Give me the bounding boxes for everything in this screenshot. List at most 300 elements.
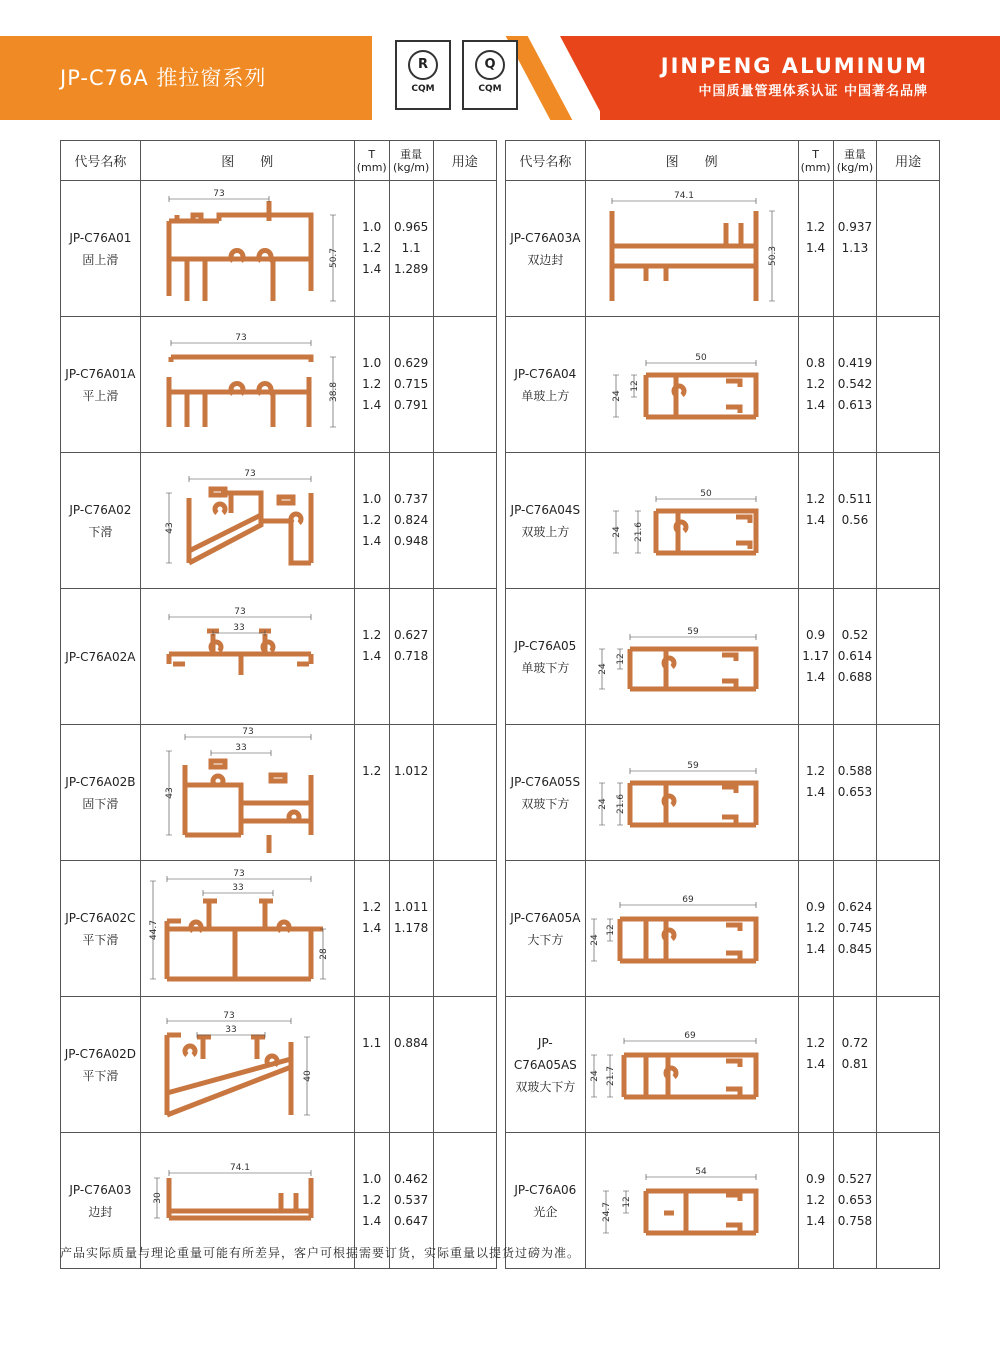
weight-cell <box>833 181 877 317</box>
dimension-line <box>612 375 622 417</box>
thickness-cell <box>798 181 833 317</box>
profile-name: 边封 <box>88 1204 113 1219</box>
dimension-line <box>616 783 626 825</box>
profile-drawing <box>586 589 798 721</box>
thickness-value: 1.4 <box>806 398 826 412</box>
thickness-cell <box>798 317 833 453</box>
weight-cell <box>389 725 433 861</box>
profile-code: JP-C76A02B <box>65 774 136 789</box>
col-usage-header: 用途 <box>433 141 496 181</box>
dimension-line <box>602 1191 612 1233</box>
dimension-label: 24 <box>589 934 600 946</box>
weight-value: 0.824 <box>393 513 429 527</box>
dimension-label: 24 <box>597 663 608 675</box>
usage-cell <box>877 725 940 861</box>
thickness-cell <box>354 997 389 1133</box>
weight-value: 0.624 <box>837 900 873 914</box>
dimension-label: 12 <box>629 380 640 392</box>
profile-row <box>506 725 940 861</box>
thickness-cell <box>798 725 833 861</box>
weight-value: 0.542 <box>837 377 873 391</box>
dimension-label: 73 <box>235 333 247 343</box>
dimension-line <box>211 743 271 756</box>
header-band-red-slant <box>560 36 1000 120</box>
profile-figure-cell <box>140 725 354 861</box>
usage-cell <box>877 181 940 317</box>
profile-row <box>61 725 497 861</box>
dimension-line <box>768 211 778 301</box>
dimension-line <box>598 649 608 689</box>
profile-drawing <box>586 1133 798 1265</box>
weight-value: 0.791 <box>393 398 429 412</box>
profile-code-cell <box>506 181 586 317</box>
dimension-label: 44.7 <box>149 919 160 941</box>
dimension-label: 73 <box>244 469 256 479</box>
weight-value: 0.948 <box>393 534 429 548</box>
profile-row <box>506 317 940 453</box>
dimension-label: 54 <box>694 1167 707 1177</box>
usage-cell <box>433 181 496 317</box>
dimension-label: 21.6 <box>615 793 626 815</box>
thickness-value: 1.2 <box>362 764 382 778</box>
dimension-label: 33 <box>225 1025 237 1035</box>
col-thickness-header: T (mm) <box>354 141 389 181</box>
profile-drawing <box>141 725 353 857</box>
thickness-value: 1.2 <box>362 241 382 255</box>
usage-cell <box>433 317 496 453</box>
dimension-label: 24 <box>597 798 608 810</box>
profile-figure-cell <box>140 317 354 453</box>
dimension-line <box>612 511 622 553</box>
profile-code-cell <box>61 997 141 1133</box>
thickness-value: 1.2 <box>806 764 826 778</box>
profile-figure-cell <box>585 997 798 1133</box>
profile-table-right <box>505 140 940 1269</box>
profile-code-cell <box>61 725 141 861</box>
weight-value: 0.629 <box>393 356 429 370</box>
table-header-row <box>506 141 940 181</box>
weight-cell <box>389 181 433 317</box>
profile-figure-cell <box>585 453 798 589</box>
brand-subtitle: 中国质量管理体系认证 中国著名品牌 <box>698 84 928 99</box>
profile-name: 固上滑 <box>82 252 119 267</box>
brand-name: JINPENG ALUMINUM <box>660 54 928 78</box>
thickness-value: 1.2 <box>362 900 382 914</box>
weight-value: 0.72 <box>841 1036 869 1050</box>
thickness-value: 0.9 <box>806 1172 826 1186</box>
weight-value: 0.614 <box>837 649 873 663</box>
dimension-line <box>169 1163 311 1176</box>
profile-code: JP-C76A02C <box>65 910 136 925</box>
profile-code-cell <box>506 317 586 453</box>
profile-code-cell <box>61 589 141 725</box>
cqm-q-logo <box>462 40 518 110</box>
profile-code: JP-C76A05AS <box>513 1035 577 1072</box>
profile-code: JP-C76A02D <box>64 1046 136 1061</box>
dimension-label: 38.8 <box>329 381 340 403</box>
dimension-label: 50 <box>699 489 712 499</box>
dimension-line <box>634 511 644 553</box>
dimension-line <box>630 627 756 640</box>
profile-row <box>61 997 497 1133</box>
usage-cell <box>877 1133 940 1269</box>
usage-cell <box>433 725 496 861</box>
dimension-line <box>303 1037 313 1115</box>
profile-name: 光企 <box>533 1204 558 1219</box>
usage-cell <box>877 453 940 589</box>
dimension-label: 24 <box>589 1070 600 1082</box>
weight-cell <box>833 861 877 997</box>
dimension-line <box>590 1055 600 1097</box>
thickness-value: 1.0 <box>362 1172 382 1186</box>
profile-name: 双玻下方 <box>521 796 570 811</box>
weight-value: 0.588 <box>837 764 873 778</box>
thickness-cell <box>354 861 389 997</box>
dimension-line <box>590 919 600 961</box>
profile-code-cell <box>506 725 586 861</box>
dimension-label: 21.6 <box>633 521 644 543</box>
dimension-line <box>165 751 175 835</box>
weight-value: 0.56 <box>841 513 869 527</box>
profile-drawing <box>586 453 798 585</box>
weight-value: 0.718 <box>393 649 429 663</box>
profile-code: JP-C76A05A <box>510 910 581 925</box>
dimension-label: 74.1 <box>230 1163 251 1173</box>
dimension-line <box>189 469 311 482</box>
profile-code: JP-C76A03 <box>69 1182 132 1197</box>
weight-value: 1.012 <box>393 764 429 778</box>
weight-value: 0.527 <box>837 1172 873 1186</box>
thickness-value: 1.4 <box>806 942 826 956</box>
thickness-value: 1.2 <box>806 492 826 506</box>
profile-drawing <box>141 453 353 585</box>
dimension-label: 50.7 <box>329 247 340 269</box>
profile-figure-cell <box>585 1133 798 1269</box>
profile-code-cell <box>61 317 141 453</box>
profile-code: JP-C76A05 <box>514 638 577 653</box>
profile-code: JP-C76A04S <box>510 502 581 517</box>
dimension-line <box>203 883 273 896</box>
weight-value: 0.745 <box>837 921 873 935</box>
thickness-cell <box>354 725 389 861</box>
thickness-value: 1.0 <box>362 356 382 370</box>
dimension-label: 24 <box>611 526 622 538</box>
weight-value: 0.737 <box>393 492 429 506</box>
weight-value: 0.937 <box>837 220 873 234</box>
profile-name: 双玻上方 <box>521 524 570 539</box>
profile-row <box>61 317 497 453</box>
weight-value: 0.653 <box>837 785 873 799</box>
profile-drawing <box>141 997 353 1129</box>
profile-name: 固下滑 <box>82 796 119 811</box>
profile-drawing <box>141 181 353 313</box>
weight-cell <box>389 997 433 1133</box>
weight-value: 0.884 <box>393 1036 429 1050</box>
weight-value: 1.1 <box>401 241 421 255</box>
dimension-label: 24 <box>611 390 622 402</box>
thickness-value: 1.4 <box>362 398 382 412</box>
weight-value: 0.965 <box>393 220 429 234</box>
weight-value: 0.647 <box>393 1214 429 1228</box>
weight-cell <box>389 589 433 725</box>
profile-name: 大下方 <box>527 932 564 947</box>
thickness-value: 1.4 <box>806 670 826 684</box>
usage-cell <box>877 997 940 1133</box>
thickness-value: 1.4 <box>362 921 382 935</box>
weight-cell <box>389 453 433 589</box>
profile-drawing <box>141 861 353 993</box>
thickness-value: 1.0 <box>362 492 382 506</box>
cqm-q-caption: CQM <box>478 84 502 94</box>
profile-row <box>506 589 940 725</box>
thickness-value: 1.4 <box>806 1214 826 1228</box>
thickness-value: 1.2 <box>362 1193 382 1207</box>
dimension-label: 50 <box>694 353 707 363</box>
cqm-r-symbol: R <box>408 50 438 80</box>
weight-value: 0.688 <box>837 670 873 684</box>
weight-cell <box>833 589 877 725</box>
thickness-value: 1.2 <box>806 1193 826 1207</box>
profile-code: JP-C76A03A <box>510 230 581 245</box>
usage-cell <box>877 861 940 997</box>
profile-row <box>61 453 497 589</box>
weight-cell <box>833 317 877 453</box>
weight-value: 0.52 <box>841 628 869 642</box>
profile-figure-cell <box>585 861 798 997</box>
footnote: 产品实际质量与理论重量可能有所差异，客户可根据需要订货，实际重量以提货过磅为准。 <box>60 1246 581 1260</box>
profile-row <box>506 453 940 589</box>
thickness-value: 1.0 <box>362 220 382 234</box>
weight-value: 0.419 <box>837 356 873 370</box>
dimension-label: 43 <box>165 787 176 799</box>
thickness-value: 1.2 <box>806 1036 826 1050</box>
dimension-label: 33 <box>233 623 245 633</box>
dimension-line <box>622 1191 632 1213</box>
profile-drawing <box>141 589 353 721</box>
dimension-label: 73 <box>223 1011 235 1021</box>
dimension-line <box>606 1055 616 1097</box>
thickness-value: 1.2 <box>362 513 382 527</box>
usage-cell <box>433 453 496 589</box>
col-figure-header: 图 例 <box>140 141 354 181</box>
weight-cell <box>833 997 877 1133</box>
dimension-label: 69 <box>683 1031 696 1041</box>
profile-code-cell <box>61 453 141 589</box>
thickness-value: 1.2 <box>806 220 826 234</box>
profile-row <box>506 181 940 317</box>
dimension-label: 73 <box>242 727 254 737</box>
thickness-value: 1.4 <box>806 513 826 527</box>
thickness-value: 1.17 <box>802 649 829 663</box>
dimension-line <box>646 353 756 366</box>
dimension-line <box>624 1031 756 1044</box>
usage-cell <box>433 997 496 1133</box>
dimension-label: 74.1 <box>673 191 694 201</box>
dimension-line <box>213 623 265 636</box>
weight-value: 1.13 <box>841 241 869 255</box>
dimension-label: 12 <box>615 653 626 665</box>
dimension-line <box>329 215 339 301</box>
dimension-line <box>319 929 329 979</box>
thickness-value: 0.9 <box>806 628 826 642</box>
thickness-value: 1.4 <box>362 649 382 663</box>
col-weight-header: 重量 (kg/m) <box>389 141 433 181</box>
weight-cell <box>833 1133 877 1269</box>
thickness-value: 1.4 <box>362 1214 382 1228</box>
profile-code: JP-C76A02 <box>69 502 132 517</box>
dimension-line <box>630 761 756 774</box>
weight-value: 0.537 <box>393 1193 429 1207</box>
profile-code-cell <box>506 589 586 725</box>
dimension-label: 33 <box>235 743 247 753</box>
weight-value: 0.613 <box>837 398 873 412</box>
profile-drawing <box>586 861 798 993</box>
profile-row <box>506 861 940 997</box>
dimension-line <box>167 1011 291 1024</box>
dimension-line <box>149 881 159 979</box>
profile-figure-cell <box>140 181 354 317</box>
weight-cell <box>833 453 877 589</box>
profile-code: JP-C76A01A <box>65 366 136 381</box>
thickness-cell <box>798 1133 833 1269</box>
profile-name: 单玻上方 <box>521 388 570 403</box>
profile-figure-cell <box>585 589 798 725</box>
profile-drawing <box>586 725 798 857</box>
dimension-line <box>612 191 756 204</box>
weight-value: 0.758 <box>837 1214 873 1228</box>
dimension-line <box>598 783 608 825</box>
profile-row <box>61 589 497 725</box>
dimension-label: 28 <box>319 948 330 960</box>
thickness-value: 1.4 <box>806 785 826 799</box>
dimension-line <box>169 189 269 202</box>
dimension-line <box>646 1167 756 1180</box>
usage-cell <box>433 861 496 997</box>
thickness-cell <box>798 589 833 725</box>
profile-code-cell <box>61 181 141 317</box>
profile-name: 平下滑 <box>82 1068 119 1083</box>
thickness-cell <box>798 453 833 589</box>
profile-row <box>61 861 497 997</box>
dimension-label: 33 <box>232 883 244 893</box>
profile-code: JP-C76A01 <box>69 230 132 245</box>
dimension-label: 40 <box>303 1070 314 1082</box>
dimension-label: 73 <box>233 869 245 879</box>
col-figure-header: 图 例 <box>585 141 798 181</box>
profile-drawing <box>141 317 353 449</box>
profile-code-cell <box>506 453 586 589</box>
profile-table-left <box>60 140 497 1269</box>
profile-row <box>506 997 940 1133</box>
profile-name: 双边封 <box>527 252 564 267</box>
profile-code: JP-C76A06 <box>514 1182 577 1197</box>
thickness-cell <box>354 589 389 725</box>
dimension-line <box>630 375 640 397</box>
dimension-label: 43 <box>165 522 176 534</box>
profile-figure-cell <box>140 861 354 997</box>
weight-value: 0.653 <box>837 1193 873 1207</box>
profile-name: 下滑 <box>88 524 113 539</box>
thickness-value: 1.2 <box>362 628 382 642</box>
profile-drawing <box>586 317 798 449</box>
profile-figure-cell <box>585 725 798 861</box>
dimension-label: 30 <box>153 1192 164 1204</box>
dimension-label: 12 <box>621 1196 632 1208</box>
profile-figure-cell <box>140 997 354 1133</box>
usage-cell <box>877 589 940 725</box>
cqm-r-caption: CQM <box>411 84 435 94</box>
profile-name: 双玻大下方 <box>515 1079 576 1094</box>
thickness-value: 1.4 <box>362 534 382 548</box>
weight-value: 1.178 <box>393 921 429 935</box>
weight-cell <box>833 725 877 861</box>
thickness-cell <box>798 997 833 1133</box>
thickness-value: 1.1 <box>362 1036 382 1050</box>
dimension-line <box>329 357 339 427</box>
dimension-line <box>165 493 175 563</box>
col-weight-header: 重量 (kg/m) <box>833 141 877 181</box>
dimension-line <box>606 919 616 941</box>
weight-value: 0.81 <box>841 1057 869 1071</box>
weight-cell <box>389 861 433 997</box>
dimension-label: 12 <box>605 924 616 936</box>
profile-code: JP-C76A04 <box>514 366 577 381</box>
weight-value: 0.511 <box>837 492 873 506</box>
dimension-line <box>185 727 311 740</box>
thickness-value: 1.4 <box>806 1057 826 1071</box>
dimension-line <box>153 1178 163 1218</box>
weight-value: 0.715 <box>393 377 429 391</box>
table-header-row <box>61 141 497 181</box>
profile-name: 单玻下方 <box>521 660 570 675</box>
cqm-r-logo <box>395 40 451 110</box>
profile-drawing <box>586 997 798 1129</box>
thickness-value: 1.2 <box>806 921 826 935</box>
thickness-cell <box>798 861 833 997</box>
thickness-value: 1.2 <box>362 377 382 391</box>
dimension-label: 59 <box>686 627 699 637</box>
dimension-line <box>171 333 311 346</box>
weight-value: 0.627 <box>393 628 429 642</box>
profile-code-cell <box>506 861 586 997</box>
profile-code: JP-C76A02A <box>65 649 136 664</box>
usage-cell <box>433 589 496 725</box>
thickness-value: 0.8 <box>806 356 826 370</box>
dimension-label: 50.3 <box>767 245 778 267</box>
thickness-value: 0.9 <box>806 900 826 914</box>
profile-figure-cell <box>140 589 354 725</box>
profile-code-cell <box>506 997 586 1133</box>
profile-figure-cell <box>585 181 798 317</box>
weight-value: 0.462 <box>393 1172 429 1186</box>
dimension-label: 73 <box>213 189 225 199</box>
dimension-label: 21.7 <box>605 1065 616 1087</box>
dimension-label: 59 <box>686 761 699 771</box>
dimension-line <box>620 895 756 908</box>
profile-row <box>61 181 497 317</box>
weight-value: 1.289 <box>393 262 429 276</box>
dimension-label: 24.7 <box>601 1201 612 1223</box>
dimension-line <box>169 607 311 620</box>
thickness-value: 1.4 <box>806 241 826 255</box>
dimension-line <box>616 649 626 669</box>
dimension-line <box>167 869 311 882</box>
profile-code-cell <box>61 861 141 997</box>
usage-cell <box>877 317 940 453</box>
cqm-q-symbol: Q <box>475 50 505 80</box>
profile-figure-cell <box>140 453 354 589</box>
profile-drawing <box>586 181 798 313</box>
